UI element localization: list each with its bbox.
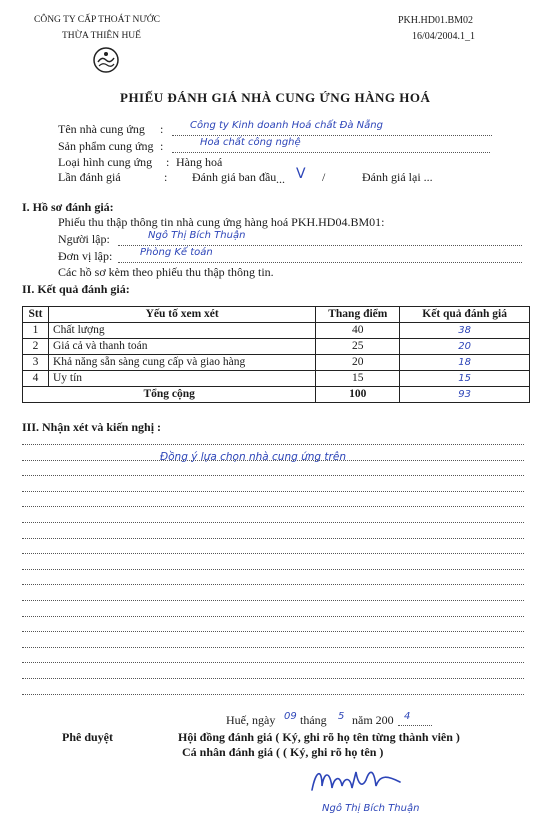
date-year-label: năm 200 <box>352 713 394 727</box>
company-province: THỪA THIÊN HUẾ <box>62 31 141 41</box>
section3-heading: III. Nhận xét và kiến nghị : <box>22 420 162 434</box>
section1-line1: Phiếu thu thập thông tin nhà cung ứng hàng hoá PKH.HD04.BM01: <box>58 215 385 229</box>
type-label: Loại hình cung ứng <box>58 155 153 169</box>
row-stt: 4 <box>23 371 49 387</box>
product-value: Hoá chất công nghệ <box>200 137 301 148</box>
supplier-value: Công ty Kinh doanh Hoá chất Đà Nẵng <box>190 120 383 131</box>
total-label: Tổng cộng <box>23 387 316 403</box>
comment-line <box>22 647 524 648</box>
row-result: 38 <box>400 323 530 339</box>
evaluation-table <box>22 306 530 403</box>
header-scale: Thang điểm <box>316 307 400 323</box>
council-label: Hội đồng đánh giá ( Ký, ghi rõ họ tên từng thành viên ) <box>178 730 460 744</box>
company-name: CÔNG TY CẤP THOÁT NƯỚC <box>34 15 160 25</box>
row-stt: 3 <box>23 355 49 371</box>
row-stt: 2 <box>23 339 49 355</box>
round-reeval: Đánh giá lại ... <box>362 170 433 184</box>
comment-line <box>22 694 524 695</box>
total-scale: 100 <box>316 387 400 403</box>
comment-value: Đồng ý lựa chọn nhà cung ứng trên <box>160 451 346 463</box>
table-row <box>23 339 530 355</box>
comment-line <box>22 600 524 601</box>
round-initial: Đánh giá ban đầu <box>192 170 277 184</box>
table-row <box>23 371 530 387</box>
creator-value: Ngô Thị Bích Thuận <box>148 230 246 241</box>
table-header-row <box>23 307 530 323</box>
comment-line <box>22 616 524 617</box>
signer-name: Ngô Thị Bích Thuận <box>322 803 420 814</box>
table-total-row <box>23 387 530 403</box>
comment-line <box>22 584 524 585</box>
section2-heading: II. Kết quả đánh giá: <box>22 282 130 296</box>
comment-line <box>22 522 524 523</box>
row-scale: 15 <box>316 371 400 387</box>
comment-line <box>22 444 524 445</box>
supplier-label: Tên nhà cung ứng <box>58 122 145 136</box>
creator-dots <box>118 245 522 246</box>
comment-line <box>22 569 524 570</box>
comment-line <box>22 506 524 507</box>
unit-label: Đơn vị lập: <box>58 249 113 263</box>
header-result: Kết quả đánh giá <box>400 307 530 323</box>
comment-line <box>22 475 524 476</box>
signature-icon <box>308 760 404 800</box>
unit-dots <box>118 262 522 263</box>
date-month-label: tháng <box>300 713 327 727</box>
table-row <box>23 323 530 339</box>
round-check-mark: V <box>296 166 306 182</box>
section1-line4: Các hồ sơ kèm theo phiếu thu thập thông tin. <box>58 265 274 279</box>
comment-line <box>22 491 524 492</box>
row-scale: 20 <box>316 355 400 371</box>
individual-label: Cá nhân đánh giá ( ( Ký, ghi rõ họ tên ) <box>182 745 384 759</box>
row-result: 15 <box>400 371 530 387</box>
type-value: Hàng hoá <box>176 155 223 169</box>
row-result: 18 <box>400 355 530 371</box>
unit-value: Phòng Kế toán <box>140 247 213 258</box>
section1-heading: I. Hồ sơ đánh giá: <box>22 200 114 214</box>
comment-line <box>22 538 524 539</box>
comment-line <box>22 631 524 632</box>
row-factor: Khả năng sẵn sàng cung cấp và giao hàng <box>48 355 315 371</box>
date-year: 4 <box>404 711 411 722</box>
comment-line <box>22 553 524 554</box>
row-factor: Uy tín <box>48 371 315 387</box>
total-result: 93 <box>400 387 530 403</box>
row-scale: 40 <box>316 323 400 339</box>
form-date: 16/04/2004.1_1 <box>412 31 476 42</box>
creator-label: Người lập: <box>58 232 110 246</box>
table-row <box>23 355 530 371</box>
product-dots <box>172 152 490 153</box>
supplier-dots <box>172 135 492 136</box>
product-label: Sản phẩm cung ứng <box>58 139 154 153</box>
comment-line <box>22 662 524 663</box>
company-logo-icon <box>92 46 120 74</box>
row-factor: Giá cả và thanh toán <box>48 339 315 355</box>
form-code: PKH.HD01.BM02 <box>398 15 474 26</box>
row-scale: 25 <box>316 339 400 355</box>
page-title: PHIẾU ĐÁNH GIÁ NHÀ CUNG ỨNG HÀNG HOÁ <box>120 90 431 105</box>
approve-label: Phê duyệt <box>62 730 113 744</box>
date-month: 5 <box>338 711 345 722</box>
round-label: Lần đánh giá <box>58 170 121 184</box>
header-stt: Stt <box>23 307 49 323</box>
comment-line <box>22 678 524 679</box>
date-place: Huế, ngày <box>226 713 276 727</box>
row-stt: 1 <box>23 323 49 339</box>
row-result: 20 <box>400 339 530 355</box>
row-factor: Chất lượng <box>48 323 315 339</box>
header-factor: Yếu tố xem xét <box>48 307 315 323</box>
date-day: 09 <box>284 711 297 722</box>
